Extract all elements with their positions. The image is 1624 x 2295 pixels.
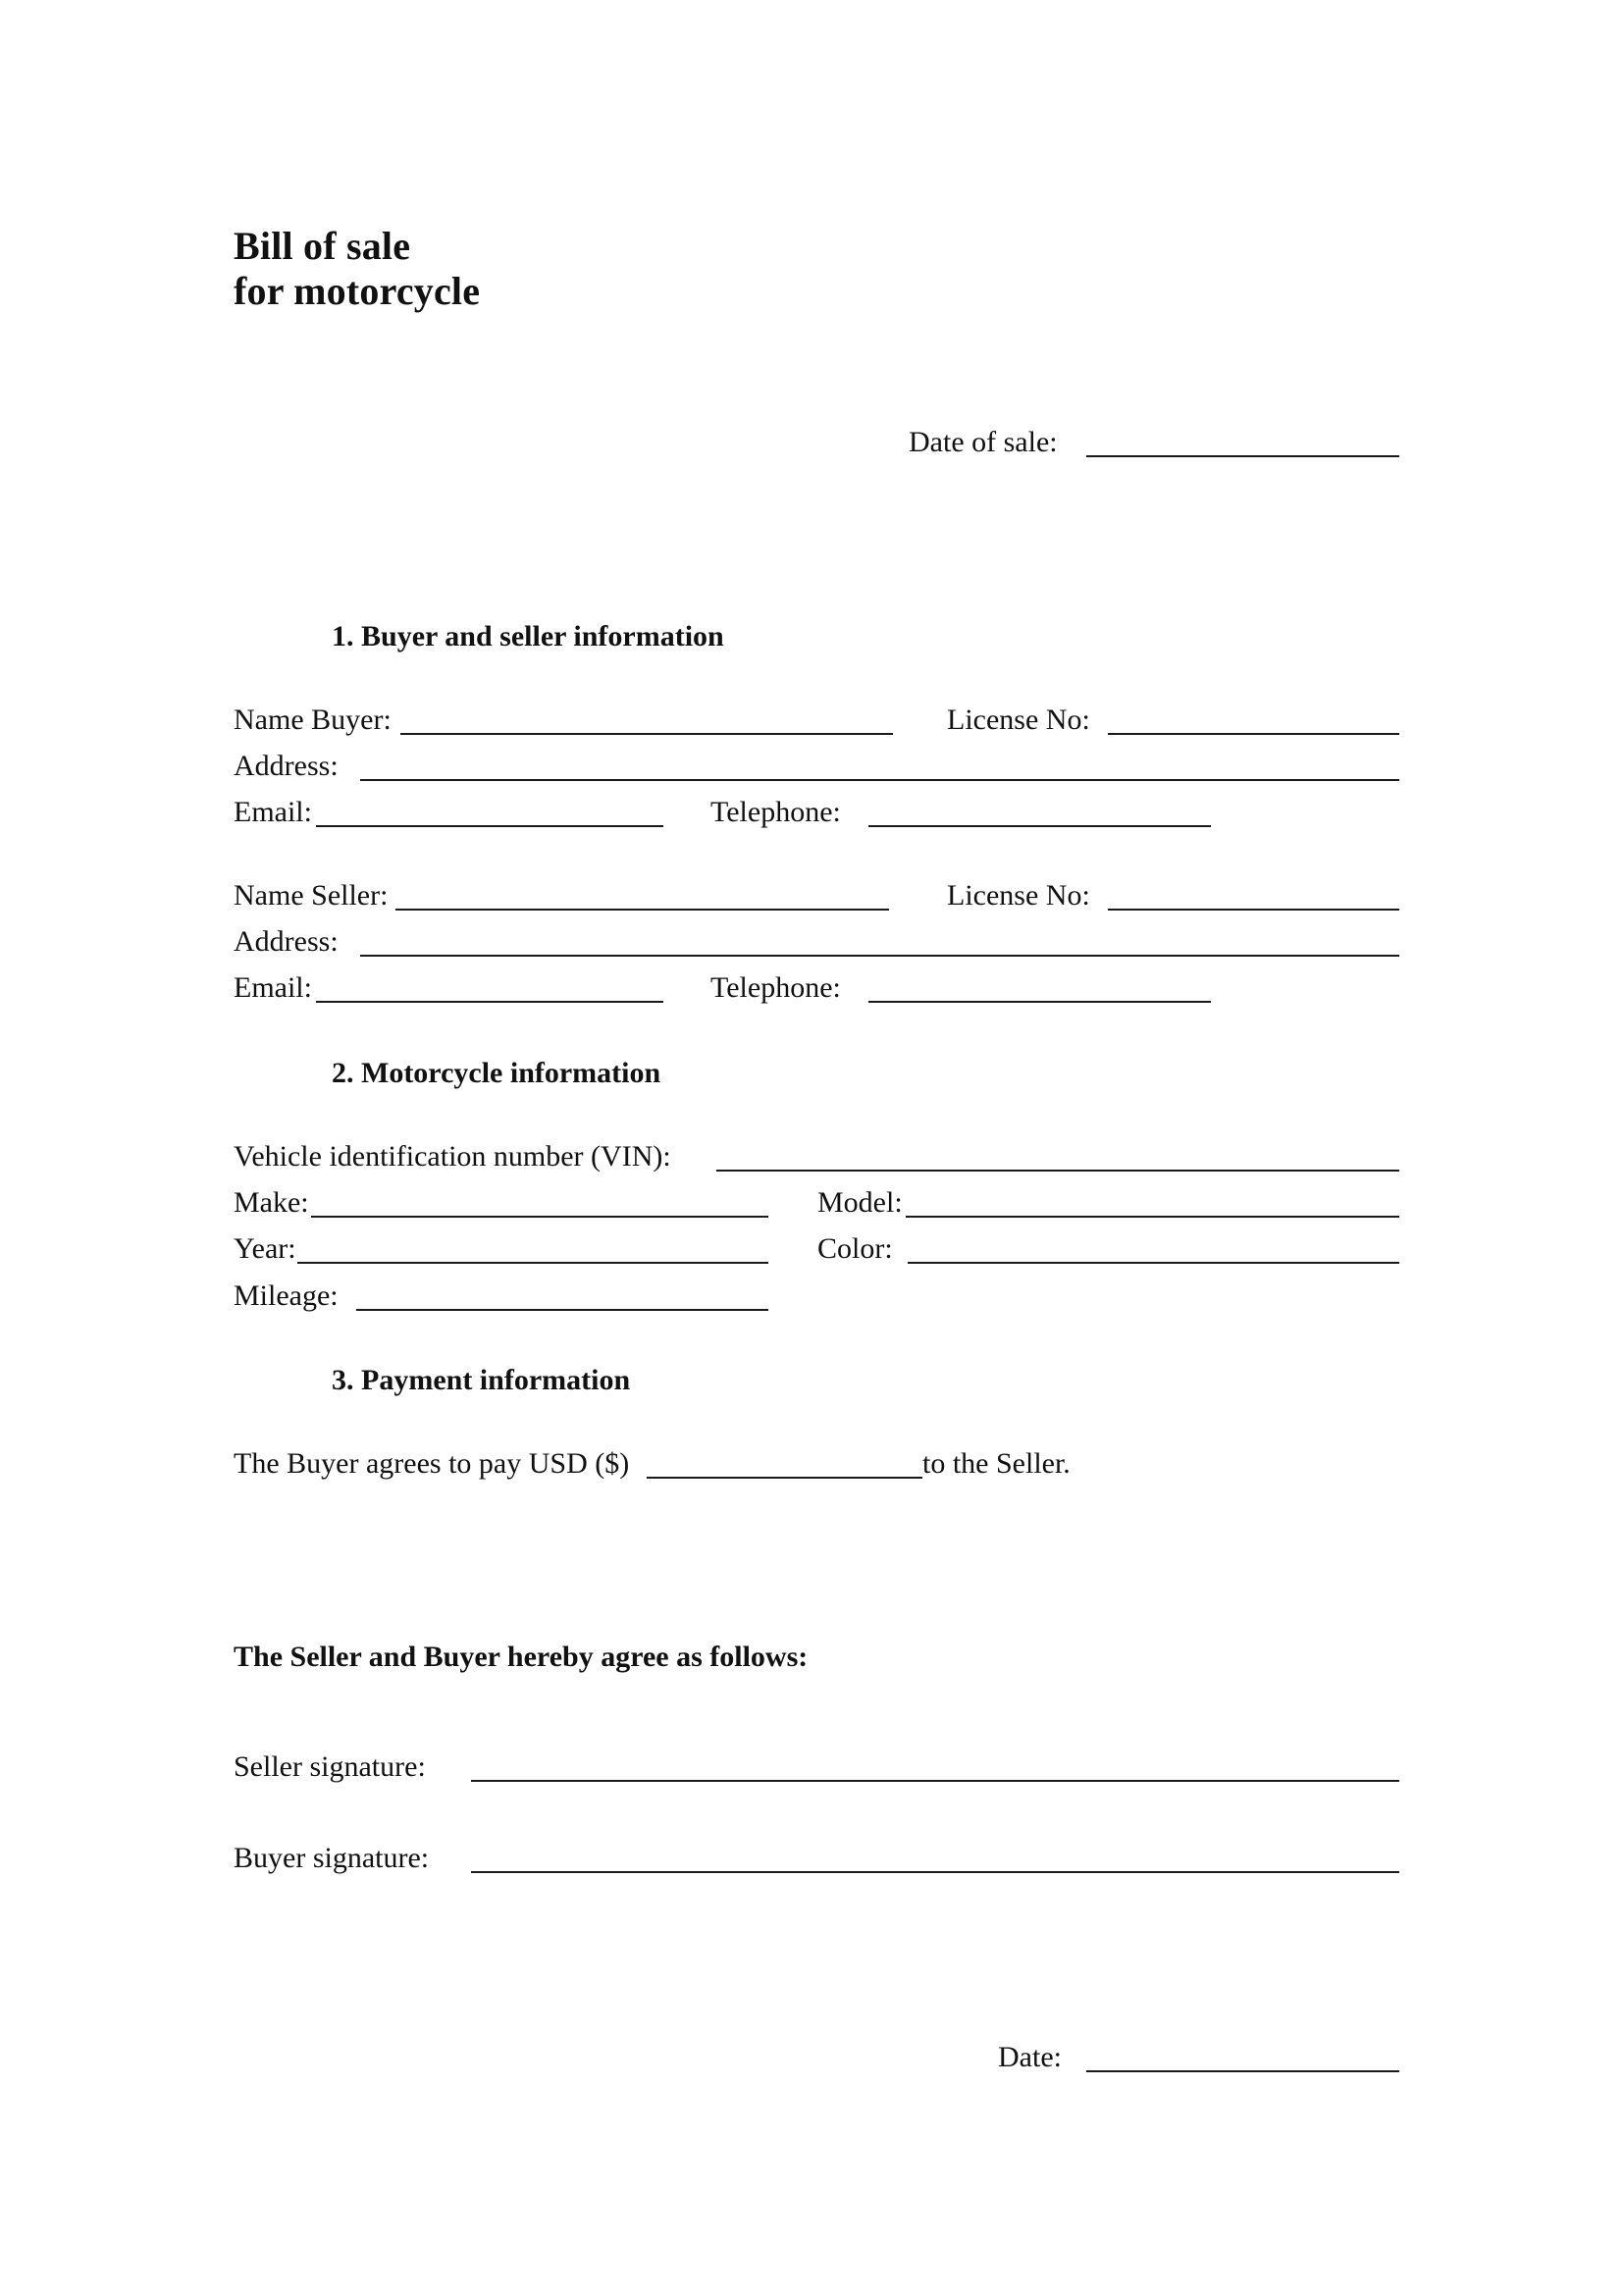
section-heading-buyer-seller: 1. Buyer and seller information (332, 620, 724, 652)
model-field[interactable] (906, 1186, 1399, 1218)
date-label: Date: (998, 2041, 1062, 2073)
payment-amount-field[interactable] (647, 1447, 922, 1479)
vin-label: Vehicle identification number (VIN): (234, 1140, 671, 1173)
buyer-license-label: License No: (947, 704, 1090, 736)
payment-sentence-prefix: The Buyer agrees to pay USD ($) (234, 1447, 630, 1480)
buyer-telephone-field[interactable] (868, 796, 1211, 827)
mileage-field[interactable] (356, 1279, 768, 1311)
buyer-name-label: Name Buyer: (234, 704, 392, 736)
buyer-telephone-label: Telephone: (710, 796, 841, 828)
make-label: Make: (234, 1186, 309, 1219)
buyer-name-field[interactable] (400, 704, 893, 735)
make-field[interactable] (311, 1186, 768, 1218)
buyer-license-field[interactable] (1108, 704, 1399, 735)
year-label: Year: (234, 1232, 296, 1265)
year-field[interactable] (297, 1232, 768, 1264)
section-heading-payment: 3. Payment information (332, 1364, 631, 1396)
seller-signature-label: Seller signature: (234, 1750, 426, 1783)
buyer-address-label: Address: (234, 750, 339, 782)
document-title-line1: Bill of sale (234, 224, 411, 268)
agreement-heading: The Seller and Buyer hereby agree as follows: (234, 1641, 809, 1673)
seller-address-field[interactable] (360, 925, 1399, 957)
date-field[interactable] (1086, 2041, 1399, 2072)
date-of-sale-field[interactable] (1086, 426, 1399, 457)
section-heading-motorcycle: 2. Motorcycle information (332, 1057, 661, 1089)
seller-email-label: Email: (234, 971, 312, 1004)
model-label: Model: (817, 1186, 903, 1219)
date-of-sale-label: Date of sale: (909, 426, 1058, 458)
color-field[interactable] (908, 1232, 1399, 1264)
seller-name-label: Name Seller: (234, 879, 389, 912)
seller-email-field[interactable] (316, 971, 663, 1003)
buyer-signature-field[interactable] (471, 1842, 1399, 1873)
seller-signature-field[interactable] (471, 1750, 1399, 1782)
buyer-email-field[interactable] (316, 796, 663, 827)
buyer-signature-label: Buyer signature: (234, 1842, 430, 1874)
seller-telephone-field[interactable] (868, 971, 1211, 1003)
payment-sentence-suffix: to the Seller. (922, 1447, 1071, 1480)
vin-field[interactable] (716, 1140, 1399, 1172)
seller-telephone-label: Telephone: (710, 971, 841, 1004)
seller-license-field[interactable] (1108, 879, 1399, 911)
color-label: Color: (817, 1232, 893, 1265)
seller-name-field[interactable] (395, 879, 889, 911)
seller-address-label: Address: (234, 925, 339, 958)
document-title-line2: for motorcycle (234, 269, 481, 313)
mileage-label: Mileage: (234, 1279, 339, 1312)
buyer-address-field[interactable] (360, 750, 1399, 781)
seller-license-label: License No: (947, 879, 1090, 912)
buyer-email-label: Email: (234, 796, 312, 828)
